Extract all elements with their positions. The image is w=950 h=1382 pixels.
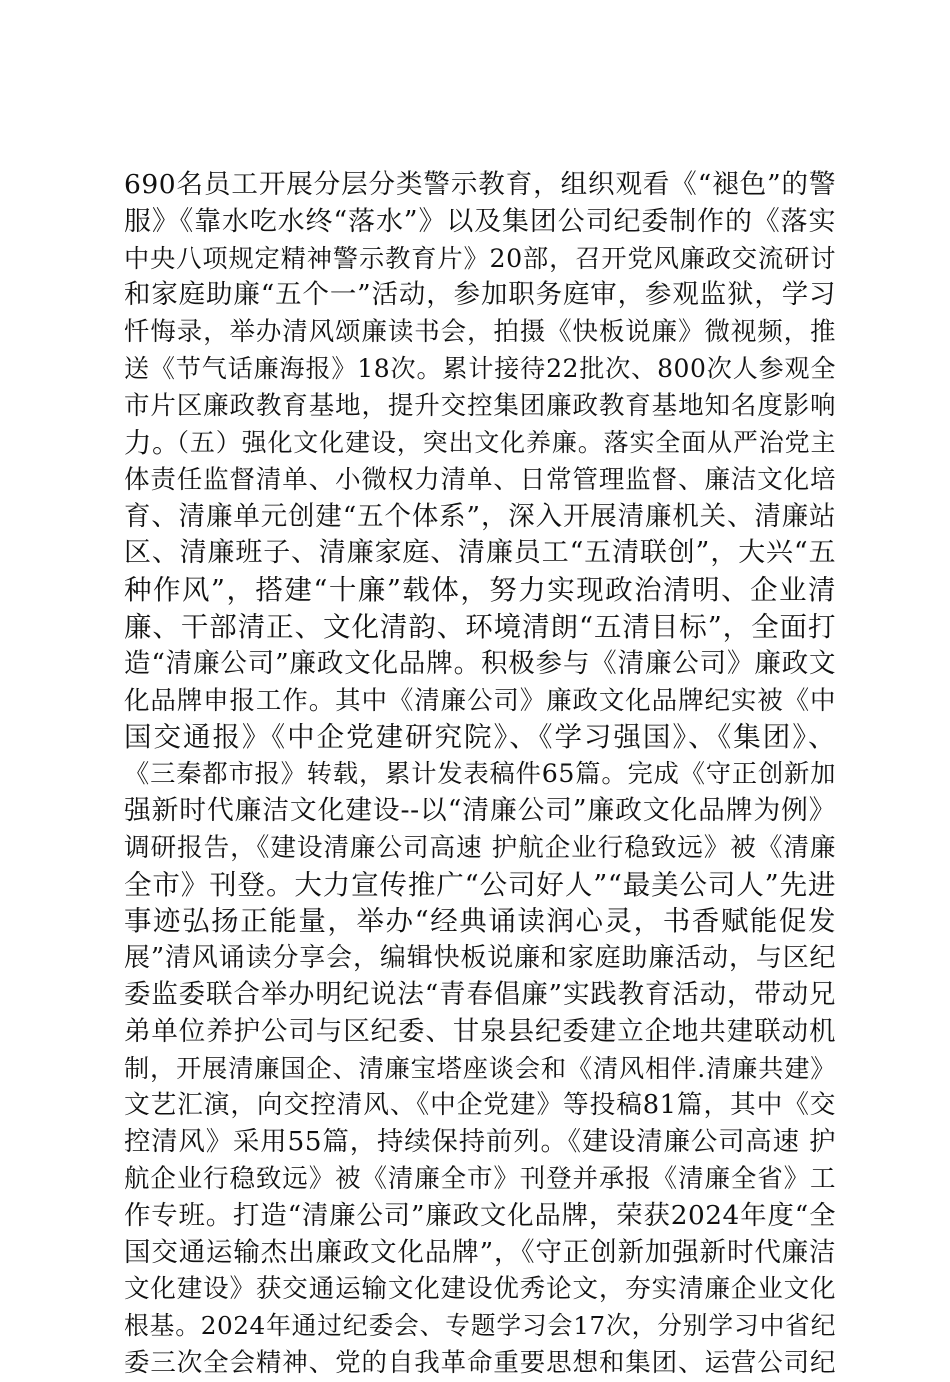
text-line: 育、清廉单元创建“五个体系”，深入开展清廉机关、清廉站 [124,500,836,532]
text-line: 市片区廉政教育基地，提升交控集团廉政教育基地知名度影响 [124,390,836,421]
text-line: 《三秦都市报》转载，累计发表稿件65篇。完成《守正创新加 [124,759,836,789]
text-line: 国交通运输杰出廉政文化品牌”，《守正创新加强新时代廉洁 [124,1236,836,1268]
text-line: 忏悔录，举办清风颂廉读书会，拍摄《快板说廉》微视频，推 [124,317,836,348]
text-line: 体责任监督清单、小微权力清单、日常管理监督、廉洁文化培 [124,464,836,495]
text-line: 国交通报》《中企党建研究院》、《学习强国》、《集团》、 [124,721,836,754]
text-line: 服》《靠水吃水终“落水”》以及集团公司纪委制作的《落实 [124,205,836,237]
paragraph-warning-education [124,167,836,461]
text-line: 航企业行稳致远》被《清廉全市》刊登并承报《清廉全省》工 [124,1163,836,1194]
text-line: 委监委联合举办明纪说法“青春倡廉”实践教育活动，带动兄 [124,978,836,1010]
text-line: 廉、干部清正、文化清韵、环境清朗“五清目标”，全面打 [124,610,836,643]
text-line: （五）强化文化建设，突出文化养廉。落实全面从严治党主 [164,428,836,457]
text-line: 中央八项规定精神警示教育片》20部，召开党风廉政交流研讨 [124,243,836,273]
text-line: 调研报告，《建设清廉公司高速 护航企业行稳致远》被《清廉 [124,832,836,863]
text-line: 化品牌申报工作。其中《清廉公司》廉政文化品牌纪实被《中 [124,685,836,716]
text-line: 690名员工开展分层分类警示教育，组织观看《“褪色”的警 [124,169,836,200]
text-line: 送《节气话廉海报》18次。累计接待22批次、800次人参观全 [124,353,836,383]
text-line: 委三次全会精神、党的自我革命重要思想和集团、运营公司纪 [124,1347,836,1378]
text-line: 和家庭助廉“五个一”活动，参加职务庭审，参观监狱，学习 [124,279,836,311]
text-line: 弟单位养护公司与区纪委、甘泉县纪委建立企地共建联动机 [124,1015,836,1047]
text-line: 全市》刊登。大力宣传推广“公司好人”“最美公司人”先进 [124,868,836,901]
text-line: 造“清廉公司”廉政文化品牌。积极参与《清廉公司》廉政文 [124,647,836,679]
text-line: 展”清风诵读分享会，编辑快板说廉和家庭助廉活动，与区纪 [124,943,836,974]
text-line: 强新时代廉洁文化建设--以“清廉公司”廉政文化品牌为例》 [124,794,836,826]
text-line: 控清风》采用55篇，持续保持前列。《建设清廉公司高速 护 [124,1127,836,1158]
text-line: 作专班。打造“清廉公司”廉政文化品牌，荣获2024年度“全 [124,1200,836,1231]
text-line: 文化建设》获交通运输文化建设优秀论文，夯实清廉企业文化 [124,1274,836,1305]
text-line: 种作风”，搭建“十廉”载体，努力实现政治清明、企业清 [124,574,836,607]
text-line: 根基。2024年通过纪委会、专题学习会17次，分别学习中省纪 [124,1311,836,1341]
text-line: 力。 [124,426,180,459]
text-line: 制，开展清廉国企、清廉宝塔座谈会和《清风相伴.清廉共建》 [124,1053,836,1083]
text-line: 区、清廉班子、清廉家庭、清廉员工“五清联创”，大兴“五 [124,537,836,569]
text-line: 文艺汇演，向交控清风、《中企党建》等投稿81篇，其中《交 [124,1090,836,1121]
text-line: 事迹弘扬正能量，举办“经典诵读润心灵，书香赋能促发 [124,905,836,938]
paragraph-culture-building [124,425,836,1382]
